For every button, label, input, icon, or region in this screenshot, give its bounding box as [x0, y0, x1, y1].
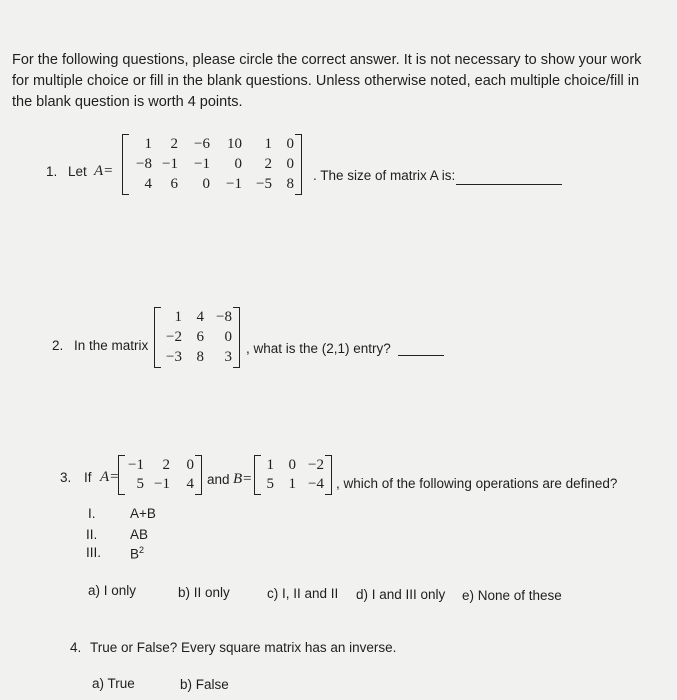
q3-option-d[interactable]: d) I and III only [356, 587, 446, 602]
q3-item-3-roman: III. [86, 545, 102, 560]
q3-and: and [207, 472, 230, 487]
q3-matrix_b-cell: 1 [266, 457, 274, 473]
q2-number: 2. [52, 338, 64, 353]
q3-item-1-roman: I. [88, 506, 96, 521]
q2-matrix-cell: −2 [166, 329, 182, 345]
q1-matrix-cell: 8 [286, 176, 294, 192]
q3-matrix_a-cell: 5 [136, 476, 144, 492]
q1-question-text: . The size of matrix A is: [313, 168, 456, 183]
q1-matrix-cell: 1 [264, 136, 272, 152]
q1-lhs: A= [94, 163, 114, 179]
q1-matrix-cell: 0 [286, 136, 294, 152]
q4-number: 4. [70, 640, 82, 655]
q1-matrix-cell: 4 [144, 176, 152, 192]
q1-answer-blank[interactable] [456, 184, 562, 185]
q3-question-text: , which of the following operations are defined? [336, 476, 618, 491]
q2-matrix-cell: −3 [166, 349, 182, 365]
q2-matrix-cell: 4 [196, 309, 204, 325]
q4-option-a[interactable]: a) True [92, 676, 135, 691]
q2-answer-blank[interactable] [398, 355, 444, 356]
q3-if: If [84, 470, 92, 485]
q3-item-2-roman: II. [86, 527, 98, 542]
q3-option-c[interactable]: c) I, II and II [267, 586, 339, 601]
q1-matrix-cell: 2 [264, 156, 272, 172]
q3-item-2-expr: AB [130, 527, 149, 542]
q3-matrix_b-cell: −2 [308, 457, 324, 473]
q3-matrix-b [262, 457, 324, 493]
q3-matrix_b-cell: −4 [308, 476, 324, 492]
q1-matrix [130, 136, 294, 193]
q2-lead: In the matrix [74, 338, 149, 353]
q1-matrix-cell: 0 [234, 156, 242, 172]
q1-number: 1. [46, 164, 58, 179]
q3-matrix_b-cell: 0 [288, 457, 296, 473]
q1-matrix-cell: −1 [194, 156, 210, 172]
q2-matrix-cell: 8 [196, 349, 204, 365]
q3-option-b[interactable]: b) II only [178, 585, 230, 600]
q3-matrix_b-cell: 1 [288, 476, 296, 492]
q2-matrix [162, 309, 232, 366]
q3-item-1-expr: A+B [130, 506, 156, 521]
q1-let: Let [68, 164, 87, 179]
q3-matrix_a-cell: 0 [186, 457, 194, 473]
q1-matrix-cell: −6 [194, 136, 210, 152]
q2-matrix-cell: 3 [224, 349, 232, 365]
q1-matrix-cell: −1 [162, 156, 178, 172]
q1-matrix-cell: −1 [226, 176, 242, 192]
q3-matrix_a-cell: 4 [186, 476, 194, 492]
q1-matrix-cell: 0 [202, 176, 210, 192]
q3-item-3-expr: $B^2$ [130, 545, 145, 562]
q3-matrix-a [126, 457, 194, 493]
q3-matrix_a-cell: 2 [162, 457, 170, 473]
q4-option-b[interactable]: b) False [180, 677, 229, 692]
q3-option-e[interactable]: e) None of these [462, 588, 562, 603]
q3-matrix_a-cell: −1 [154, 476, 170, 492]
q1-matrix-cell: −8 [136, 156, 152, 172]
q3-matrix_a-cell: −1 [128, 457, 144, 473]
q3-lhs-b: B= [233, 471, 253, 487]
q1-matrix-cell: 1 [144, 136, 152, 152]
q2-question-text: , what is the (2,1) entry? [246, 341, 391, 356]
q1-matrix-cell: 2 [170, 136, 178, 152]
instructions: For the following questions, please circle the correct answer. It is not necessary to show your work for multiple choice or fill in the blank questions. Unless otherwise noted, each multiple choice/fill in the blank question is worth 4 points. [12, 52, 642, 110]
q2-matrix-cell: 6 [196, 329, 204, 345]
q4-question-text: True or False? Every square matrix has an inverse. [90, 640, 397, 655]
q2-matrix-cell: 0 [224, 329, 232, 345]
q3-lhs-a: A= [100, 469, 120, 485]
q3-number: 3. [60, 470, 72, 485]
q3-matrix_b-cell: 5 [266, 476, 274, 492]
q1-matrix-cell: −5 [256, 176, 272, 192]
q1-matrix-cell: 10 [227, 136, 242, 152]
q1-matrix-cell: 6 [170, 176, 178, 192]
q1-matrix-cell: 0 [286, 156, 294, 172]
q2-matrix-cell: 1 [174, 309, 182, 325]
q2-matrix-cell: −8 [216, 309, 232, 325]
q3-option-a[interactable]: a) I only [88, 583, 137, 598]
